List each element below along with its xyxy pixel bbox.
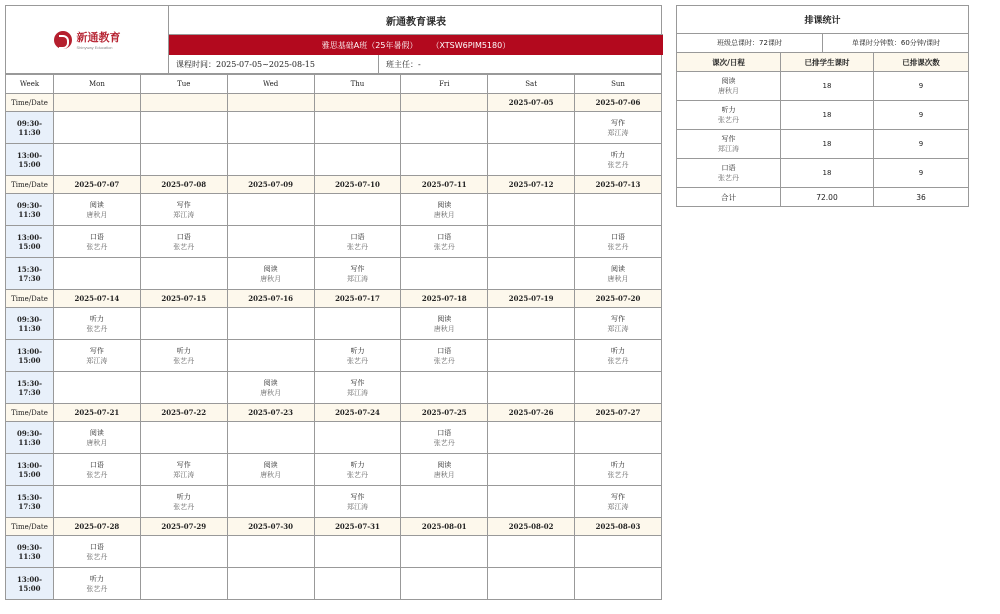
date-cell: 2025-07-22 xyxy=(140,404,227,422)
class-cell xyxy=(227,454,314,486)
slot-row xyxy=(6,422,662,454)
class-cell xyxy=(227,226,314,258)
slot-row xyxy=(6,112,662,144)
stats-hours: 18 xyxy=(781,130,874,159)
class-cell xyxy=(488,422,575,454)
stats-teacher-name: 郑江涛 xyxy=(718,145,739,153)
class-cell xyxy=(488,194,575,226)
teacher-name: 唐秋月 xyxy=(260,470,282,479)
class-cell xyxy=(575,536,662,568)
time-date-label: Time/Date xyxy=(6,518,54,536)
time-slot-label: 13:00-15:00 xyxy=(6,454,54,486)
teacher-name: 张艺丹 xyxy=(607,470,629,479)
time-slot-label: 09:30-11:30 xyxy=(6,308,54,340)
subject-name: 听力 xyxy=(350,460,365,469)
date-row xyxy=(6,404,662,422)
date-cell: 2025-08-01 xyxy=(401,518,488,536)
class-banner xyxy=(169,35,663,55)
stats-subject xyxy=(677,101,781,130)
day-header: Sat xyxy=(488,75,575,94)
class-code: （XTSW6PIM5180） xyxy=(431,40,511,50)
class-cell xyxy=(140,308,227,340)
class-cell xyxy=(575,454,662,486)
subject-name: 阅读 xyxy=(437,200,452,209)
teacher-name: 张艺丹 xyxy=(86,470,108,479)
teacher-name: 唐秋月 xyxy=(433,210,455,219)
date-row xyxy=(6,94,662,112)
class-cell xyxy=(575,568,662,600)
subject-name: 听力 xyxy=(611,150,626,159)
class-cell xyxy=(575,308,662,340)
class-cell xyxy=(401,144,488,176)
date-cell: 2025-07-23 xyxy=(227,404,314,422)
time-slot-label: 15:30-17:30 xyxy=(6,372,54,404)
date-cell: 2025-07-21 xyxy=(54,404,141,422)
slot-row xyxy=(6,372,662,404)
teacher-name: 张艺丹 xyxy=(86,242,108,251)
class-cell xyxy=(227,536,314,568)
class-cell xyxy=(575,226,662,258)
class-cell xyxy=(54,308,141,340)
class-cell xyxy=(140,340,227,372)
class-cell xyxy=(314,454,401,486)
subject-name: 口语 xyxy=(350,232,365,241)
time-slot-label: 13:00-15:00 xyxy=(6,226,54,258)
stats-subject-name: 写作 xyxy=(721,135,736,143)
class-cell xyxy=(488,568,575,600)
stats-subject xyxy=(677,130,781,159)
class-cell xyxy=(54,372,141,404)
subject-name: 阅读 xyxy=(89,428,104,437)
teacher-name: 张艺丹 xyxy=(433,438,455,447)
minutes-per-hour-info: 单课时分钟数：60分钟/课时 xyxy=(851,39,941,47)
time-date-label: Time/Date xyxy=(6,176,54,194)
date-cell: 2025-07-07 xyxy=(54,176,141,194)
teacher-name: 张艺丹 xyxy=(607,242,629,251)
day-header: Wed xyxy=(227,75,314,94)
class-cell xyxy=(401,226,488,258)
time-slot-label: 13:00-15:00 xyxy=(6,568,54,600)
week-corner: Week xyxy=(6,75,54,94)
subject-name: 口语 xyxy=(611,232,626,241)
teacher-name: 郑江涛 xyxy=(346,274,368,283)
teacher-name: 唐秋月 xyxy=(433,324,455,333)
teacher-name: 郑江涛 xyxy=(173,470,195,479)
date-cell: 2025-07-24 xyxy=(314,404,401,422)
subject-name: 写作 xyxy=(611,314,626,323)
slot-row xyxy=(6,340,662,372)
class-cell xyxy=(140,144,227,176)
schedule-panel xyxy=(5,5,662,600)
date-row xyxy=(6,518,662,536)
class-cell xyxy=(227,308,314,340)
date-cell xyxy=(401,94,488,112)
subject-name: 口语 xyxy=(176,232,191,241)
subject-name: 写作 xyxy=(89,346,104,355)
date-row xyxy=(6,176,662,194)
day-header: Sun xyxy=(575,75,662,94)
stats-col-header: 课次/日程 xyxy=(677,53,781,72)
date-cell xyxy=(314,94,401,112)
class-cell xyxy=(54,486,141,518)
day-header: Thu xyxy=(314,75,401,94)
time-slot-label: 13:00-15:00 xyxy=(6,340,54,372)
subject-name: 写作 xyxy=(176,200,191,209)
class-cell xyxy=(227,422,314,454)
course-period: 课程时间：2025-07-05~2025-08-15 xyxy=(169,55,379,73)
teacher-name: 郑江涛 xyxy=(346,502,368,511)
date-cell: 2025-07-25 xyxy=(401,404,488,422)
stats-count: 9 xyxy=(874,130,969,159)
stats-panel xyxy=(676,5,968,207)
subject-name: 阅读 xyxy=(263,264,278,273)
class-cell xyxy=(575,144,662,176)
time-slot-label: 15:30-17:30 xyxy=(6,258,54,290)
date-cell: 2025-07-13 xyxy=(575,176,662,194)
date-cell: 2025-08-02 xyxy=(488,518,575,536)
class-cell xyxy=(227,486,314,518)
class-cell xyxy=(401,422,488,454)
subject-name: 阅读 xyxy=(89,200,104,209)
class-cell xyxy=(140,486,227,518)
teacher-name: 张艺丹 xyxy=(346,242,368,251)
class-cell xyxy=(227,112,314,144)
stats-count: 9 xyxy=(874,159,969,188)
class-cell xyxy=(488,454,575,486)
day-header: Mon xyxy=(54,75,141,94)
stats-col-header: 已排学生课时 xyxy=(781,53,874,72)
week-header-row xyxy=(6,75,662,94)
class-cell xyxy=(401,340,488,372)
teacher-name: 郑江涛 xyxy=(607,324,629,333)
stats-teacher-name: 唐秋月 xyxy=(718,87,739,95)
subject-name: 口语 xyxy=(89,232,104,241)
class-cell xyxy=(314,568,401,600)
teacher-name: 唐秋月 xyxy=(86,438,108,447)
teacher-name: 唐秋月 xyxy=(260,388,282,397)
stats-subject-name: 阅读 xyxy=(721,77,736,85)
class-cell xyxy=(314,226,401,258)
class-cell xyxy=(140,258,227,290)
date-cell: 2025-07-10 xyxy=(314,176,401,194)
date-cell: 2025-07-18 xyxy=(401,290,488,308)
stats-row xyxy=(677,101,969,130)
class-cell xyxy=(54,112,141,144)
teacher-name: 张艺丹 xyxy=(173,242,195,251)
stats-count: 9 xyxy=(874,101,969,130)
subject-name: 听力 xyxy=(89,314,104,323)
stats-hours: 18 xyxy=(781,159,874,188)
subject-name: 听力 xyxy=(611,460,626,469)
slot-row xyxy=(6,258,662,290)
class-cell xyxy=(227,194,314,226)
class-cell xyxy=(54,568,141,600)
date-cell: 2025-07-06 xyxy=(575,94,662,112)
class-cell xyxy=(401,486,488,518)
subject-name: 写作 xyxy=(611,118,626,127)
total-hours-info: 班级总课时：72课时 xyxy=(677,34,823,52)
class-cell xyxy=(140,372,227,404)
subject-name: 听力 xyxy=(176,492,191,501)
subject-name: 阅读 xyxy=(263,378,278,387)
subject-name: 口语 xyxy=(89,542,104,551)
teacher-name: 郑江涛 xyxy=(86,356,108,365)
class-cell xyxy=(488,308,575,340)
class-cell xyxy=(401,454,488,486)
date-cell: 2025-07-09 xyxy=(227,176,314,194)
class-cell xyxy=(314,422,401,454)
class-cell xyxy=(575,112,662,144)
stats-total-row xyxy=(677,188,969,207)
subject-name: 写作 xyxy=(611,492,626,501)
date-cell: 2025-07-05 xyxy=(488,94,575,112)
teacher-name: 张艺丹 xyxy=(346,470,368,479)
class-cell xyxy=(140,226,227,258)
teacher-name: 唐秋月 xyxy=(433,470,455,479)
teacher-name: 郑江涛 xyxy=(607,502,629,511)
class-cell xyxy=(401,536,488,568)
class-cell xyxy=(488,226,575,258)
logo-icon xyxy=(54,31,72,49)
date-cell xyxy=(227,94,314,112)
class-cell xyxy=(401,258,488,290)
teacher-name: 郑江涛 xyxy=(173,210,195,219)
subject-name: 写作 xyxy=(350,378,365,387)
stats-total-label: 合计 xyxy=(677,188,781,207)
class-cell xyxy=(54,226,141,258)
date-cell xyxy=(54,94,141,112)
teacher-name: 郑江涛 xyxy=(346,388,368,397)
class-cell xyxy=(401,372,488,404)
class-cell xyxy=(54,422,141,454)
date-cell: 2025-07-26 xyxy=(488,404,575,422)
subject-name: 写作 xyxy=(350,264,365,273)
stats-info-row xyxy=(677,34,969,53)
teacher-name: 郑江涛 xyxy=(607,128,629,137)
class-cell xyxy=(488,486,575,518)
page-title: 新通教育课表 xyxy=(169,6,663,35)
date-cell: 2025-07-29 xyxy=(140,518,227,536)
stats-teacher-name: 张艺丹 xyxy=(718,174,739,182)
timetable xyxy=(5,74,662,600)
class-cell xyxy=(401,568,488,600)
subject-name: 听力 xyxy=(176,346,191,355)
date-cell: 2025-07-27 xyxy=(575,404,662,422)
slot-row xyxy=(6,568,662,600)
stats-teacher-name: 张艺丹 xyxy=(718,116,739,124)
teacher-name: 张艺丹 xyxy=(173,502,195,511)
stats-subject xyxy=(677,159,781,188)
time-slot-label: 09:30-11:30 xyxy=(6,536,54,568)
teacher-name: 张艺丹 xyxy=(86,324,108,333)
teacher-name: 唐秋月 xyxy=(86,210,108,219)
stats-count: 9 xyxy=(874,72,969,101)
class-cell xyxy=(54,536,141,568)
date-cell: 2025-07-14 xyxy=(54,290,141,308)
date-cell: 2025-07-19 xyxy=(488,290,575,308)
class-cell xyxy=(140,194,227,226)
subject-name: 阅读 xyxy=(437,314,452,323)
slot-row xyxy=(6,226,662,258)
date-cell: 2025-07-11 xyxy=(401,176,488,194)
date-cell: 2025-07-17 xyxy=(314,290,401,308)
class-cell xyxy=(488,372,575,404)
date-cell xyxy=(140,94,227,112)
slot-row xyxy=(6,144,662,176)
date-cell: 2025-07-08 xyxy=(140,176,227,194)
teacher-name: 张艺丹 xyxy=(86,584,108,593)
class-cell xyxy=(488,258,575,290)
slot-row xyxy=(6,454,662,486)
teacher-name: 唐秋月 xyxy=(260,274,282,283)
date-cell: 2025-07-16 xyxy=(227,290,314,308)
time-slot-label: 09:30-11:30 xyxy=(6,422,54,454)
stats-hours: 18 xyxy=(781,72,874,101)
slot-row xyxy=(6,194,662,226)
time-date-label: Time/Date xyxy=(6,404,54,422)
class-cell xyxy=(54,194,141,226)
teacher-name: 张艺丹 xyxy=(346,356,368,365)
class-cell xyxy=(314,536,401,568)
class-cell xyxy=(314,194,401,226)
teacher-name: 张艺丹 xyxy=(173,356,195,365)
stats-subject-name: 听力 xyxy=(721,106,736,114)
teacher-name: 唐秋月 xyxy=(607,274,629,283)
class-cell xyxy=(140,536,227,568)
schedule-header xyxy=(5,5,662,74)
class-cell xyxy=(401,194,488,226)
subject-name: 口语 xyxy=(89,460,104,469)
time-slot-label: 15:30-17:30 xyxy=(6,486,54,518)
class-cell xyxy=(488,536,575,568)
class-cell xyxy=(140,454,227,486)
date-cell: 2025-07-30 xyxy=(227,518,314,536)
class-cell xyxy=(227,144,314,176)
class-cell xyxy=(575,340,662,372)
class-cell xyxy=(575,422,662,454)
stats-total-hours: 72.00 xyxy=(781,188,874,207)
teacher-name: 张艺丹 xyxy=(607,160,629,169)
time-slot-label: 09:30-11:30 xyxy=(6,112,54,144)
time-date-label: Time/Date xyxy=(6,290,54,308)
slot-row xyxy=(6,486,662,518)
class-cell xyxy=(227,568,314,600)
class-cell xyxy=(314,372,401,404)
subject-name: 阅读 xyxy=(263,460,278,469)
stats-hours: 18 xyxy=(781,101,874,130)
subject-name: 听力 xyxy=(89,574,104,583)
slot-row xyxy=(6,536,662,568)
subject-name: 阅读 xyxy=(437,460,452,469)
stats-subject xyxy=(677,72,781,101)
class-cell xyxy=(314,308,401,340)
time-slot-label: 13:00-15:00 xyxy=(6,144,54,176)
class-cell xyxy=(227,258,314,290)
subject-name: 听力 xyxy=(350,346,365,355)
date-cell: 2025-07-12 xyxy=(488,176,575,194)
subject-name: 口语 xyxy=(437,232,452,241)
logo-subtitle: Shinyway Education xyxy=(76,45,113,50)
class-cell xyxy=(314,258,401,290)
stats-subject-name: 口语 xyxy=(721,164,736,172)
class-cell xyxy=(575,258,662,290)
stats-total-count: 36 xyxy=(874,188,969,207)
class-cell xyxy=(575,194,662,226)
class-cell xyxy=(488,340,575,372)
date-cell: 2025-07-15 xyxy=(140,290,227,308)
class-cell xyxy=(401,308,488,340)
class-cell xyxy=(314,486,401,518)
teacher-name: 张艺丹 xyxy=(607,356,629,365)
stats-col-header: 已排课次数 xyxy=(874,53,969,72)
slot-row xyxy=(6,308,662,340)
date-cell: 2025-08-03 xyxy=(575,518,662,536)
subject-name: 阅读 xyxy=(611,264,626,273)
class-name: 雅思基础A班（25年暑假） xyxy=(321,40,418,50)
logo xyxy=(6,6,169,73)
class-cell xyxy=(227,340,314,372)
day-header: Tue xyxy=(140,75,227,94)
class-cell xyxy=(401,112,488,144)
class-cell xyxy=(488,112,575,144)
stats-row xyxy=(677,159,969,188)
subject-name: 口语 xyxy=(437,428,452,437)
stats-header-row xyxy=(677,53,969,72)
class-cell xyxy=(54,454,141,486)
class-cell xyxy=(54,144,141,176)
class-cell xyxy=(54,340,141,372)
class-cell xyxy=(314,144,401,176)
stats-title: 排课统计 xyxy=(677,6,969,34)
stats-row xyxy=(677,72,969,101)
subject-name: 口语 xyxy=(437,346,452,355)
time-slot-label: 09:30-11:30 xyxy=(6,194,54,226)
date-row xyxy=(6,290,662,308)
class-cell xyxy=(314,112,401,144)
subject-name: 写作 xyxy=(176,460,191,469)
teacher-name: 张艺丹 xyxy=(433,356,455,365)
class-cell xyxy=(140,568,227,600)
class-cell xyxy=(575,486,662,518)
subject-name: 听力 xyxy=(611,346,626,355)
class-cell xyxy=(314,340,401,372)
class-cell xyxy=(227,372,314,404)
subject-name: 写作 xyxy=(350,492,365,501)
date-cell: 2025-07-31 xyxy=(314,518,401,536)
teacher-name: 张艺丹 xyxy=(86,552,108,561)
day-header: Fri xyxy=(401,75,488,94)
class-cell xyxy=(488,144,575,176)
time-date-label: Time/Date xyxy=(6,94,54,112)
date-cell: 2025-07-28 xyxy=(54,518,141,536)
date-cell: 2025-07-20 xyxy=(575,290,662,308)
teacher-name: 张艺丹 xyxy=(433,242,455,251)
head-teacher: 班主任：- xyxy=(386,59,421,69)
class-cell xyxy=(575,372,662,404)
class-cell xyxy=(54,258,141,290)
class-cell xyxy=(140,112,227,144)
class-cell xyxy=(140,422,227,454)
stats-row xyxy=(677,130,969,159)
logo-name: 新通教育 xyxy=(76,31,121,44)
